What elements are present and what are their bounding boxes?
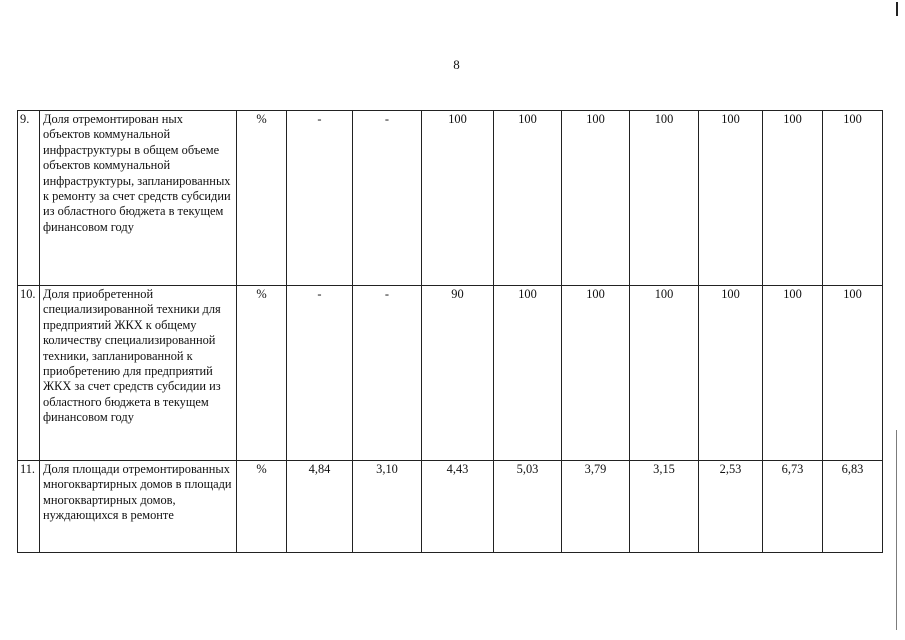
value-cell: 100	[763, 111, 823, 286]
indicators-table	[17, 110, 883, 553]
value-cell: 100	[562, 286, 630, 461]
value-cell: 90	[422, 286, 494, 461]
table-row	[18, 286, 883, 461]
indicator-description: Доля приобретенной специализированной техники для предприятий ЖКХ к общему количеству специализированной техники, запланированной к приобретению для предприятий ЖКХ за счет средств субсидии из областного бюджета в текущем финансовом году	[40, 286, 237, 461]
value-cell: -	[287, 111, 353, 286]
value-cell: 100	[630, 286, 699, 461]
table-row	[18, 111, 883, 286]
unit-cell: %	[237, 111, 287, 286]
value-cell: 3,79	[562, 461, 630, 553]
value-cell: 4,43	[422, 461, 494, 553]
page-number: 8	[453, 57, 460, 72]
value-cell: 100	[699, 286, 763, 461]
value-cell: 100	[630, 111, 699, 286]
row-number: 10.	[18, 286, 40, 461]
value-cell: 100	[422, 111, 494, 286]
value-cell: 4,84	[287, 461, 353, 553]
value-cell: 100	[823, 111, 883, 286]
value-cell: 100	[823, 286, 883, 461]
value-cell: 3,15	[630, 461, 699, 553]
unit-cell: %	[237, 461, 287, 553]
value-cell: 100	[699, 111, 763, 286]
value-cell: 2,53	[699, 461, 763, 553]
value-cell: 6,83	[823, 461, 883, 553]
value-cell: 100	[494, 286, 562, 461]
table-row	[18, 461, 883, 553]
value-cell: -	[353, 286, 422, 461]
value-cell: -	[353, 111, 422, 286]
indicator-description: Доля площади отремонтированных многоквартирных домов в площади многоквартирных домов, нуждающихся в ремонте	[40, 461, 237, 553]
scan-edge-line	[896, 430, 897, 630]
value-cell: 100	[763, 286, 823, 461]
row-number: 9.	[18, 111, 40, 286]
value-cell: 6,73	[763, 461, 823, 553]
row-number: 11.	[18, 461, 40, 553]
value-cell: -	[287, 286, 353, 461]
scan-edge-mark	[896, 2, 898, 16]
unit-cell: %	[237, 286, 287, 461]
value-cell: 3,10	[353, 461, 422, 553]
value-cell: 100	[562, 111, 630, 286]
value-cell: 5,03	[494, 461, 562, 553]
indicator-description: Доля отремонтирован ных объектов коммунальной инфраструктуры в общем объеме объектов коммунальной инфраструктуры, запланированных к ремонту за счет средств субсидии из областного бюджета в текущем финансовом году	[40, 111, 237, 286]
value-cell: 100	[494, 111, 562, 286]
